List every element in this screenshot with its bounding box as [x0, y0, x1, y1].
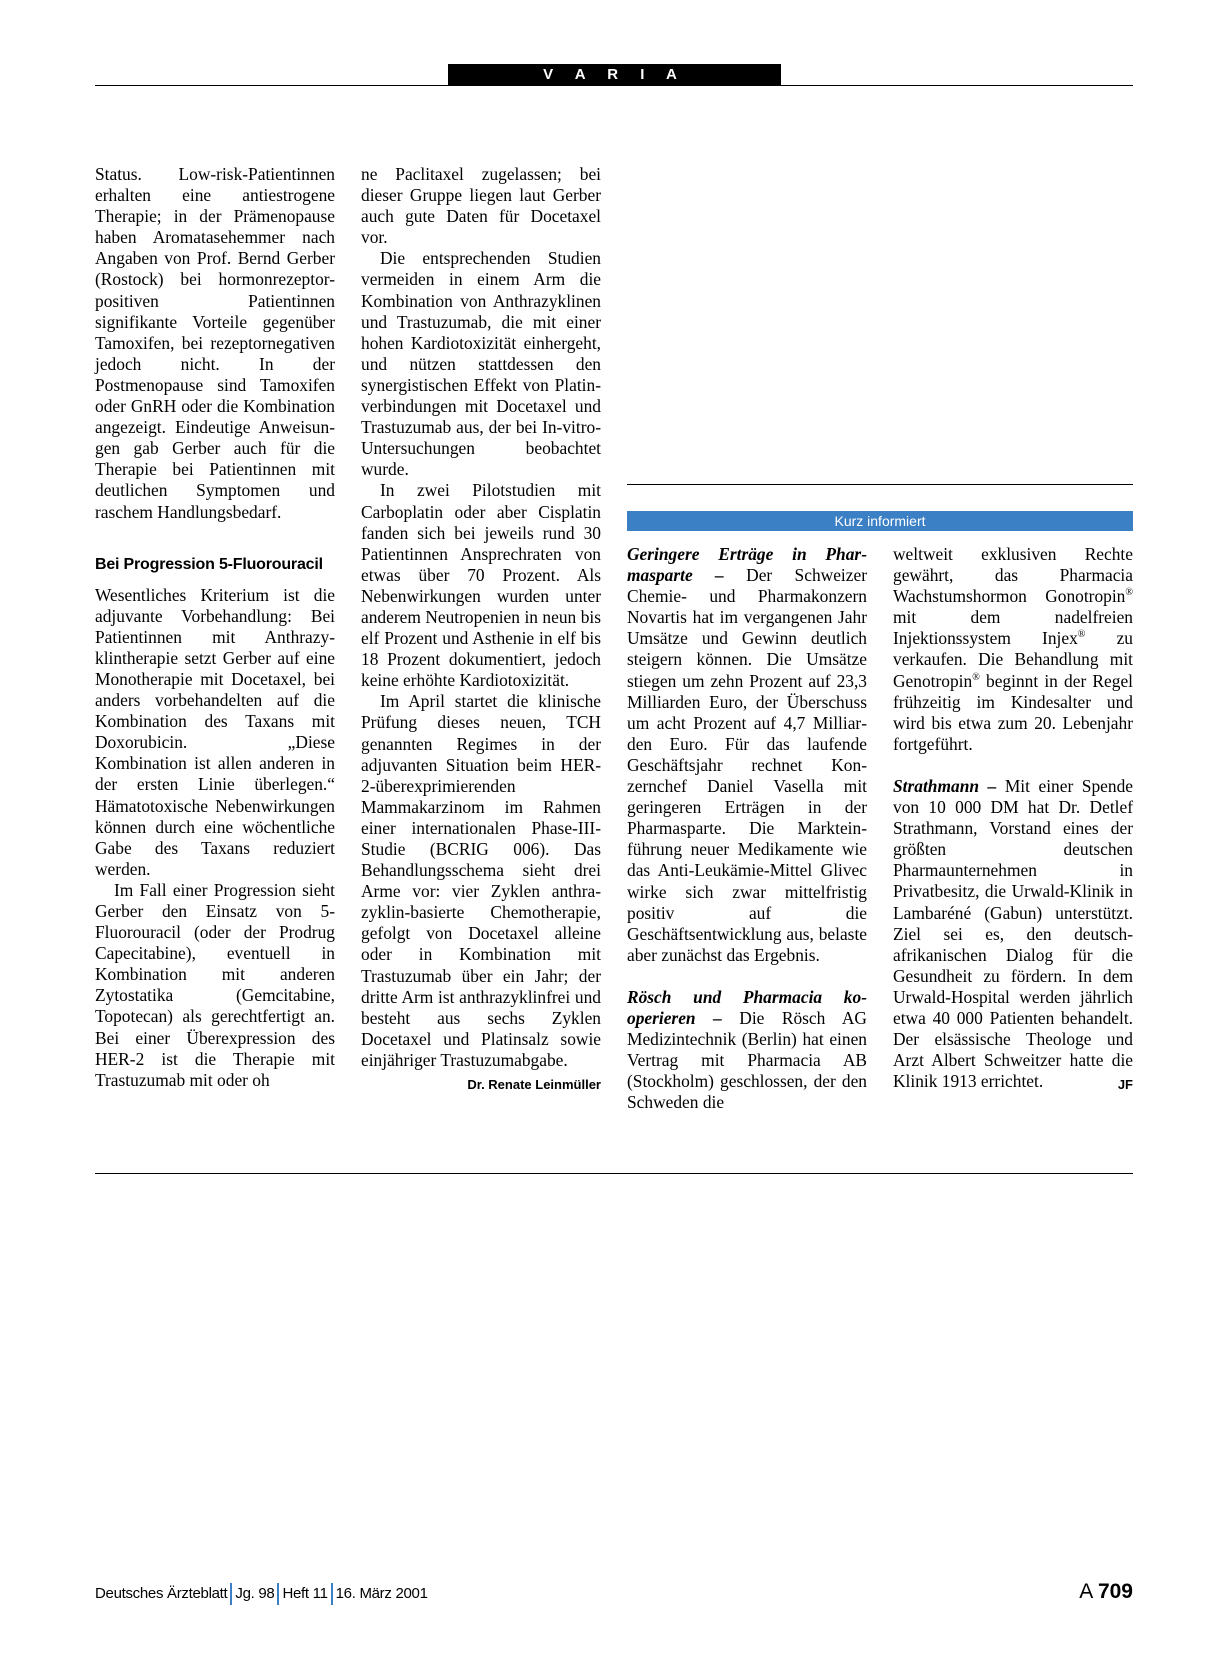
bottom-rule	[95, 1173, 1133, 1174]
header-rule	[95, 85, 1133, 86]
registered-mark: ®	[1125, 587, 1133, 599]
volume: Jg. 98	[235, 1585, 275, 1602]
kurz-informiert-heading: Kurz informiert	[627, 511, 1133, 531]
page-number	[1079, 1578, 1133, 1606]
issue: Heft 11	[282, 1585, 328, 1602]
paragraph: In zwei Pilotstudien mit Carboplatin oder aber Cisplatin fanden sich bei jeweils rund 30 Patientinnen Ansprechraten von etwas über 70 Prozent. Als Nebenwirkungen wurden unter anderem Neutropenien in neun bis elf Prozent und Asthenie in elf bis 18 Prozent dokumentiert, jedoch keine erhöhte Kardiotoxizität.	[361, 480, 601, 691]
box-top-rule	[627, 484, 1133, 485]
paragraph: ne Paclitaxel zugelassen; bei dieser Gruppe liegen laut Gerber auch gute Daten für Docetaxel vor.	[361, 164, 601, 248]
page-footer	[95, 1582, 428, 1606]
news-column-1	[627, 544, 867, 1113]
spacer	[95, 523, 335, 554]
article-column-2	[361, 164, 601, 1095]
news-item	[627, 987, 867, 1114]
issue-date: 16. März 2001	[335, 1585, 428, 1602]
news-body: weltweit exklusiven Rechte gewährt, das Pharmacia Wachstumshormon Gonotropin	[893, 544, 1133, 607]
paragraph	[361, 691, 601, 1093]
news-headline: Geringere Erträge in Pharmasparte –	[627, 544, 867, 586]
article-column-1	[95, 164, 335, 1091]
news-column-2	[893, 544, 1133, 1095]
author-byline: JF	[1117, 1077, 1133, 1093]
paragraph: Die entsprechenden Studien vermeiden in einem Arm die Kombination von Anthrazyklinen und Trastuzumab, die mit einer hohen Kardiotoxizität einhergeht, und nützen stattdessen den synergistischen Effekt von Platinverbindungen mit Docetaxel und Trastuzumab aus, der bei In-vitro-Untersuchungen beobachtet wurde.	[361, 248, 601, 480]
paragraph: Status. Low-risk-Patientinnen erhalten eine antiestrogene Therapie; in der Prämenopause haben Aromatasehemmer nach Angaben von Prof. Bernd Gerber (Rostock) bei hormonrezeptor-positiven Patientinnen signifikante Vorteile gegenüber Tamoxifen, bei rezeptornegativen jedoch nicht. In der Postmenopause sind Tamoxifen oder GnRH oder die Kombination angezeigt. Eindeutige Anweisungen gab Gerber auch für die Therapie bei Patientinnen mit deutlichen Symptomen und raschem Handlungsbedarf.	[95, 164, 335, 522]
subheading: Bei Progression 5-Fluorouracil	[95, 555, 323, 573]
footer-separator	[230, 1583, 232, 1605]
news-headline: Rösch und Pharmacia kooperieren –	[627, 986, 867, 1028]
paragraph: Im Fall einer Progression sieht Gerber den Einsatz von 5-Fluorouracil (oder der Prodrug Capecitabine), eventuell in Kombination mit anderen Zytostatika (Gemcitabine, Topotecan) als gerechtfertigt an. Bei einer Überexpression des HER-2 ist die Therapie mit Trastuzumab mit oder oh	[95, 879, 335, 1090]
news-body: beginnt in der Regel frühzeitig im Kindesalter und wird bis etwa zum 20. Lebenjahr fortgeführt.	[893, 670, 1133, 754]
author-byline: Dr. Renate Leinmüller	[467, 1077, 601, 1093]
page-number-value: 709	[1097, 1580, 1133, 1603]
registered-mark: ®	[972, 671, 980, 683]
page-prefix: A	[1079, 1580, 1093, 1603]
footer-separator	[331, 1583, 333, 1605]
news-body: zu verkaufen. Die Behandlung mit Genotropin	[893, 628, 1133, 691]
paragraph: Wesentliches Kriterium ist die adjuvante Vorbehandlung: Bei Patientinnen mit Anthrazyklintherapie setzt Gerber auf eine Monotherapie mit Docetaxel, bei anders vorbehandelten auf die Kombination des Taxans mit Doxorubicin. „Diese Kombination ist allen anderen in der ersten Linie überlegen.“ Hämatotoxische Nebenwirkungen können durch eine wöchentliche Gabe des Taxans reduziert werden.	[95, 584, 335, 879]
news-item	[893, 776, 1133, 1092]
news-body: Die Rösch AG Medizintechnik (Berlin) hat einen Vertrag mit Pharmacia AB (Stockholm) geschlossen, der den Schweden die	[627, 1007, 867, 1113]
footer-separator	[277, 1583, 279, 1605]
news-body: Mit einer Spende von 10 000 DM hat Dr. Detlef Strathmann, Vorstand eines der größten deutschen Pharmaunternehmen in Privatbesitz, die Urwald-Klinik in Lambaréné (Gabun) unterstützt. Ziel sei es, den deutsch-afrikanischen Dialog für die Gesundheit zu fördern. In dem Urwald-Hospital werden jährlich etwa 40 000 Patienten behandelt. Der elsässische Theologe und Arzt Albert Schweitzer hatte die Klinik 1913 errichtet.	[893, 775, 1133, 1092]
news-body: Der Schweizer Chemie- und Pharmakonzern Novartis hat im vergangenen Jahr Umsätze und Gewinn deutlich steigern können. Die Umsätze stiegen um zehn Prozent auf 23,3 Milliarden Euro, der Überschuss um acht Prozent auf 4,7 Milliarden Euro. Für das laufende Geschäftsjahr rechnet Konzernchef Daniel Vasella mit geringeren Erträgen in der Pharmasparte. Die Markteinführung neuer Medikamente wie das Anti-Leukämie-Mittel Glivec wirke sich zwar mittelfristig positiv auf die Geschäftsentwicklung aus, belaste aber zunächst das Ergebnis.	[627, 565, 867, 965]
registered-mark: ®	[1077, 629, 1086, 641]
section-label: V A R I A	[448, 64, 781, 85]
paragraph-text: Im April startet die klinische Prüfung dieses neuen, TCH genannten Regimes in der adjuvanten Situation beim HER-2-überexprimierenden Mammakarzinom im Rahmen einer internationalen Phase-III-Studie (BCRIG 006). Das Behandlungsschema sieht drei Arme vor: vier Zyklen anthrazyklin-basierte Chemotherapie, gefolgt von Docetaxel alleine oder in Kombination mit Trastuzumab über ein Jahr; der dritte Arm ist anthrazyklinfrei und besteht aus sechs Zyklen Docetaxel und Platinsalz sowie einjähriger Trastuzumabgabe.	[361, 691, 601, 1070]
spacer	[893, 755, 1133, 776]
news-item	[627, 544, 867, 966]
spacer	[627, 966, 867, 987]
news-body: mit dem nadelfreien Injektionssystem Injex	[893, 607, 1133, 649]
journal-name: Deutsches Ärzteblatt	[95, 1585, 228, 1602]
news-item-continued	[893, 544, 1133, 755]
news-headline: Strathmann –	[893, 775, 997, 796]
